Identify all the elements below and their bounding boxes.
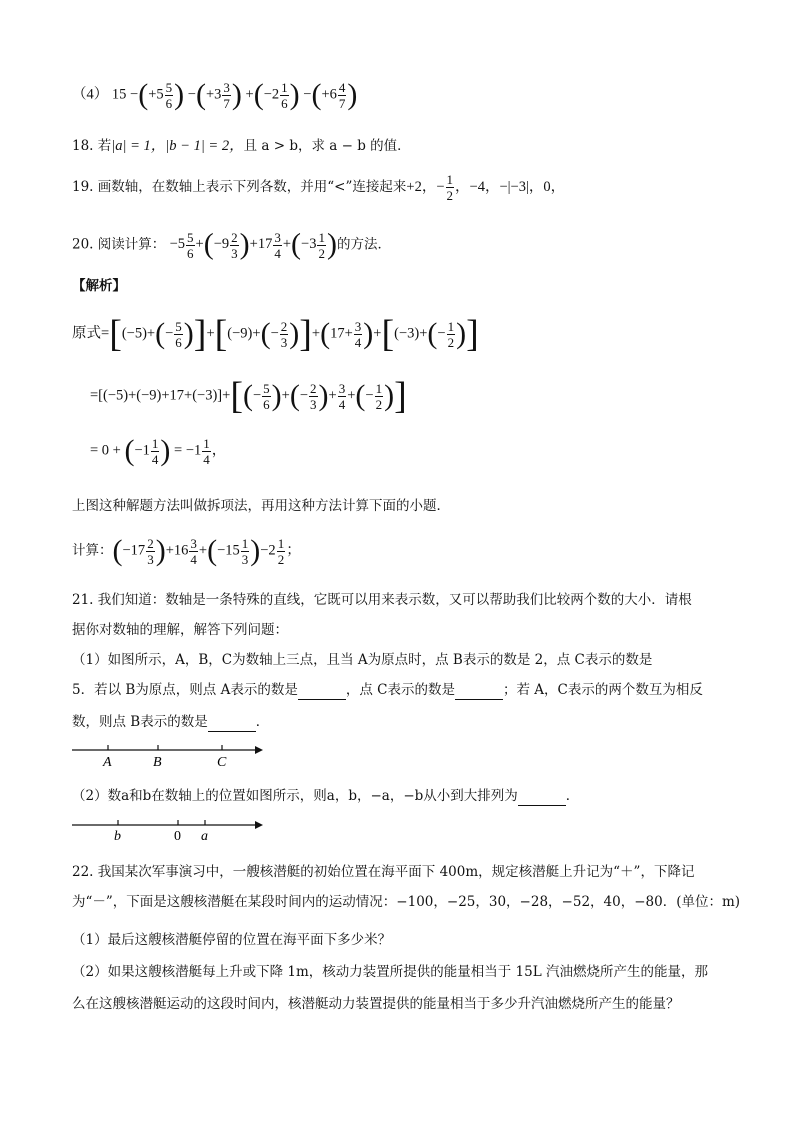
method-note: 上图这种解题方法叫做拆项法，再用这种方法计算下面的小题．: [72, 498, 450, 514]
q19-numbers: ，−4，−|−3|，0，: [455, 179, 566, 195]
label-c: C: [217, 755, 227, 770]
q22-part2-line1: （2）如果这艘核潜艇每上升或下降 1m，核动力装置所提供的能量相当于 15L 汽油燃烧所产生的能量，那: [72, 964, 708, 980]
whole: 3: [214, 86, 222, 103]
answer-blank[interactable]: [455, 685, 503, 700]
solution-line-2: =[(−5)+(−9)+17+(−3)]+[(− $\frac{5}{6}$ )+(− $\frac{2}{3}$ )+ $\frac{3}{4}$ +(− $\frac{1}{2}$ )]: [90, 375, 407, 417]
label-b: b: [114, 829, 121, 844]
question-20: [72, 228, 391, 262]
solution-line-3: = 0 + (−1 $\frac{1}{4}$ ) = −1 $\frac{1}{4}$ ，: [90, 434, 227, 467]
question-22-line-1: [72, 862, 694, 882]
q21-part2: （2）数a和b在数轴上的位置如图所示，则a，b，−a，−b从小到大排列为 ．: [72, 788, 580, 804]
q20-expression: −5 $\frac{5}{6}$ +(−9 $\frac{2}{3}$ )+17 $\frac{3}{4}$ +(−3 $\frac{1}{2}$ ): [169, 228, 337, 261]
op: +: [245, 86, 254, 103]
question-number: 22.: [72, 864, 94, 880]
q22-text: 我国某次军事演习中，一艘核潜艇的初始位置在海平面下 400m，规定核潜艇上升记为“＋”，下降记: [97, 864, 695, 880]
sign: +: [205, 86, 215, 103]
whole: 2: [271, 86, 280, 103]
answer-blank[interactable]: [518, 791, 566, 806]
fraction: $\frac{1}{2}$: [446, 172, 454, 203]
q20-text: 阅读计算：: [97, 236, 166, 253]
neg-sign: −: [436, 179, 445, 195]
op: −: [130, 86, 139, 103]
orig-label: 原式=: [72, 325, 110, 342]
q21-part1-line1: （1）如图所示，A，B，C为数轴上三点，且当 A为原点时，点 B表示的数是 2，点 C表示的数是: [72, 652, 653, 668]
q18-condition-b: |b − 1| = 2，: [165, 138, 244, 154]
q19-text: 画数轴，在数轴上表示下列各数，并用“<”连接起来: [97, 179, 407, 195]
fraction: $\frac{5}{6}$: [165, 79, 173, 111]
calc-label: 计算：: [72, 542, 113, 559]
fraction: $\frac{3}{7}$: [223, 79, 230, 111]
fraction: $\frac{4}{7}$: [338, 79, 346, 111]
part-label: （4）: [72, 86, 109, 103]
sign: −: [263, 86, 272, 103]
question-19: [72, 172, 565, 203]
label-a: a: [201, 829, 208, 844]
integer-part: =[(−5)+(−9)+17+(−3)]+: [90, 387, 231, 404]
number-line-abc: [70, 740, 270, 770]
op: −: [187, 86, 196, 103]
line3-start: = 0 +: [90, 442, 125, 459]
question-22-line-2: 为“－”，下面是这艘核潜艇在某段时间内的运动情况：−100，−25，30，−28，−52，40，−80．(单位：m): [72, 894, 741, 910]
question-18: [72, 136, 411, 156]
answer-blank[interactable]: [298, 685, 346, 700]
q20-text-end: 的方法．: [336, 236, 391, 253]
fraction: $\frac{1}{6}$: [281, 79, 288, 111]
sign: +: [148, 86, 157, 103]
q21-part1-line2: 5．若以 B为原点，则点 A表示的数是 ，点 C表示的数是 ；若 A，C表示的两个数互为相反: [72, 682, 703, 698]
q22-part1: （1）最后这艘核潜艇停留的位置在海平面下多少米？: [72, 932, 392, 948]
question-number: 21.: [72, 592, 94, 608]
q19-number: +2，: [406, 179, 437, 195]
q18-condition-a: |a| = 1，: [111, 138, 166, 154]
whole: 5: [156, 86, 164, 103]
question-21-intro-2: 据你对数轴的理解，解答下列问题：: [72, 622, 288, 638]
calc-exercise: 计算：(−17 $\frac{2}{3}$ )+16 $\frac{3}{4}$ +(−15 $\frac{1}{3}$ )−2 $\frac{1}{2}$ ；: [72, 534, 301, 567]
question-number: 20.: [72, 236, 94, 253]
answer-blank[interactable]: [208, 717, 256, 732]
axis-arrow: [255, 746, 263, 754]
label-zero: 0: [174, 829, 181, 844]
q17-part4: （4） 15 −(+5 $\frac{5}{6}$ ) −(+3 $\frac{3}{7}$ ) +(−2 $\frac{1}{6}$ ) −(+6 $\frac{4}{7}$ ): [72, 78, 358, 111]
label-b: B: [153, 755, 162, 770]
analysis-label: 【解析】: [72, 278, 126, 294]
number-line-ab: [70, 815, 270, 845]
whole: 6: [329, 86, 337, 103]
q21-part1-line3: 数，则点 B表示的数是 ．: [72, 714, 270, 730]
q22-part2-line2: 么在这艘核潜艇运动的这段时间内，核潜艇动力装置提供的能量相当于多少升汽油燃烧所产生的能量？: [72, 996, 680, 1012]
sign: +: [321, 86, 330, 103]
question-number: 19.: [72, 179, 94, 195]
lead-number: 15: [111, 86, 127, 103]
q21-text: 我们知道：数轴是一条特殊的直线，它既可以用来表示数，又可以帮助我们比较两个数的大小．请根: [97, 592, 692, 608]
question-number: 18.: [72, 138, 94, 154]
axis-arrow: [255, 821, 263, 829]
label-a: A: [103, 755, 112, 770]
solution-line-1: 原式=[(−5)+(− $\frac{5}{6}$ )]+[(−9)+(− $\frac{2}{3}$ )]+(17+ $\frac{3}{4}$ )+[(−3)+(− $\frac{1}{2}$ )]: [72, 313, 479, 355]
question-21-intro-1: [72, 590, 692, 610]
q18-text: 若: [97, 138, 112, 154]
q18-ask: 且 a > b，求 a − b 的值．: [243, 138, 411, 154]
op: −: [303, 86, 312, 103]
line3-result: = −1: [170, 442, 202, 459]
